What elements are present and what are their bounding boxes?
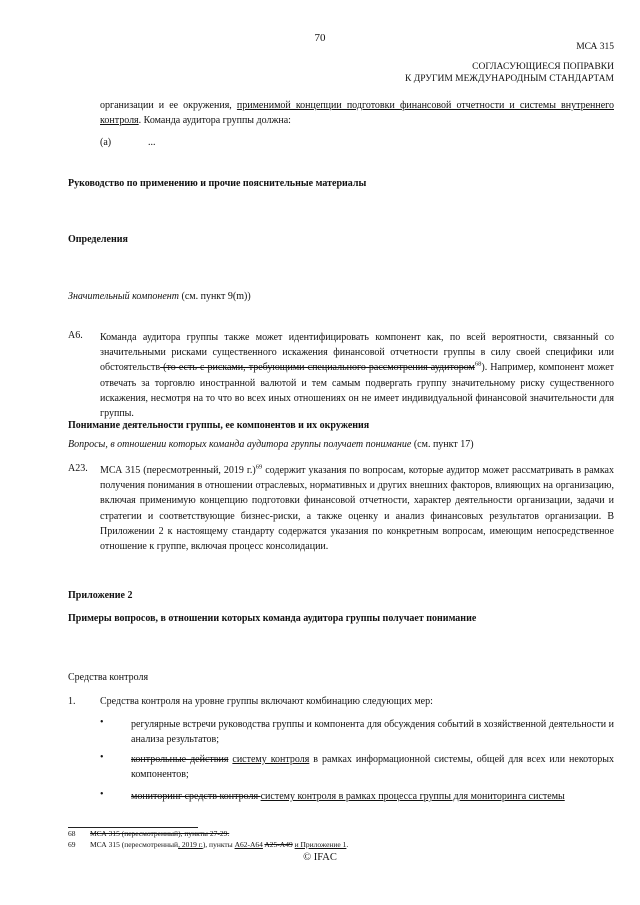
a23-paragraph bbox=[100, 463, 614, 554]
footnote-69-part-8: и Приложение 1 bbox=[294, 840, 347, 849]
bullet-2-inserted: систему контроля bbox=[232, 754, 310, 765]
footnote-68-struck: МСА 315 (пересмотренный), пункты 27-29. bbox=[90, 829, 230, 838]
item-1-text: Средства контроля на уровне группы включают комбинацию следующих мер: bbox=[100, 696, 433, 707]
heading-understanding: Понимание деятельности группы, ее компонентов и их окружения bbox=[68, 420, 370, 431]
a6-label: A6. bbox=[68, 330, 83, 341]
bullet-3-struck: мониторинг средств контроля bbox=[131, 791, 261, 802]
header-line-1: СОГЛАСУЮЩИЕСЯ ПОПРАВКИ bbox=[472, 62, 614, 72]
bullet-2-struck: контрольные действия bbox=[131, 754, 229, 765]
controls-heading: Средства контроля bbox=[68, 672, 149, 683]
intro-text-1: организации и ее окружения bbox=[100, 100, 230, 111]
intro-item-label: (a) bbox=[100, 137, 112, 148]
a23-text-2: содержит указания по вопросам, которые аудитор может рассматривать в рамках получения понимания в отношении отраслевых, нормативных и других внешних факторов, влияющих на организацию, включая применимую концепцию подготовки финансовой отчетности, характер деятельности организации, задачи и стратегии и соответствующие бизнес-риски, а также оценку и анализ финансовых результатов организации. В Приложении 2 к настоящему стандарту содержатся указания по конкретным вопросам, имеющим непосредственное отношение к группе, включая процесс консолидации. bbox=[100, 465, 614, 553]
header-line-2: К ДРУГИМ МЕЖДУНАРОДНЫМ СТАНДАРТАМ bbox=[405, 73, 614, 84]
standard-code: МСА 315 bbox=[576, 42, 614, 52]
footnote-69-part-1: МСА 315 (пересмотренный bbox=[90, 840, 179, 849]
item-1-label: 1. bbox=[68, 696, 76, 707]
footnote-68-num: 68 bbox=[68, 829, 76, 838]
intro-text-inserted: применимой концепции подготовки финансовой отчетности и системы внутреннего контроля bbox=[100, 100, 614, 127]
appendix-title: Приложение 2 bbox=[68, 590, 133, 601]
questions-ref: (см. пункт 17) bbox=[411, 439, 474, 450]
a6-text-struck: (то есть с рисками, требующими специального рассмотрения аудитором bbox=[160, 362, 475, 374]
a23-label: A23. bbox=[68, 463, 88, 474]
footnote-69-part-3: ), пункты bbox=[202, 840, 235, 849]
bullet-icon: • bbox=[100, 789, 104, 800]
bullet-icon: • bbox=[100, 752, 104, 763]
bullet-2-rest: в рамках информационной системы, общей для всех или некоторых компонентов; bbox=[131, 754, 615, 781]
a6-footnote-ref: 68 bbox=[474, 361, 482, 369]
footnote-68-text bbox=[90, 829, 229, 839]
significant-component-ref: (см. пункт 9(m)) bbox=[179, 291, 251, 302]
footnote-69-part-2: , 2019 г. bbox=[178, 840, 203, 849]
bullet-icon: • bbox=[100, 717, 104, 728]
footnote-69-part-4: A62-A64 bbox=[234, 840, 263, 849]
intro-paragraph bbox=[100, 98, 614, 128]
footnote-69-num: 69 bbox=[68, 840, 76, 849]
questions-italic: Вопросы, в отношении которых команда аудитора группы получает понимание bbox=[68, 439, 412, 450]
page-number: 70 bbox=[314, 32, 326, 44]
heading-guidance: Руководство по применению и прочие пояснительные материалы bbox=[68, 178, 367, 189]
questions-line bbox=[68, 439, 474, 450]
bullet-1-text: регулярные встречи руководства группы и компонента для обсуждения событий в хозяйственной деятельности и анализа результатов; bbox=[131, 719, 614, 746]
running-header bbox=[405, 62, 614, 85]
footnote-divider bbox=[68, 827, 198, 828]
a6-text-3: ). Например, компонент может отвечать за торговлю иностранной валютой и тем самым подвергать группу значительному риску существенного искажения, несмотря на то что во всех иных отношениях он не имеет индивидуальной финансовой значительности для группы. bbox=[100, 362, 614, 420]
significant-component-line bbox=[68, 291, 251, 302]
intro-item-text: ... bbox=[148, 137, 156, 148]
appendix-subtitle: Примеры вопросов, в отношении которых команда аудитора группы получает понимание bbox=[68, 613, 477, 624]
footnote-69-part-6: A25-A49 bbox=[264, 840, 293, 849]
footer-copyright: © IFAC bbox=[303, 852, 337, 863]
intro-text-2: , bbox=[229, 100, 237, 111]
footnote-69-text bbox=[90, 840, 348, 850]
bullet-2-text bbox=[131, 752, 614, 782]
footnote-69-part-9: . bbox=[346, 840, 349, 849]
a23-footnote-ref: 69 bbox=[255, 463, 263, 471]
heading-definitions: Определения bbox=[68, 234, 128, 245]
bullet-3-inserted: систему контроля в рамках процесса группы для мониторинга системы bbox=[260, 791, 565, 802]
a6-text-1: Команда аудитора группы также может идентифицировать компонент как, по всей вероятности, связанный со значительными рисками существенного искажения финансовой отчетности группы в силу своей специфики или обстоятельств bbox=[100, 332, 614, 374]
significant-component-term: Значительный компонент bbox=[68, 291, 179, 302]
bullet-3-text bbox=[131, 789, 614, 804]
a23-text-1: МСА 315 (пересмотренный, 2019 г.) bbox=[100, 465, 256, 476]
a6-paragraph bbox=[100, 330, 614, 421]
intro-text-4: . Команда аудитора группы должна: bbox=[138, 115, 291, 127]
